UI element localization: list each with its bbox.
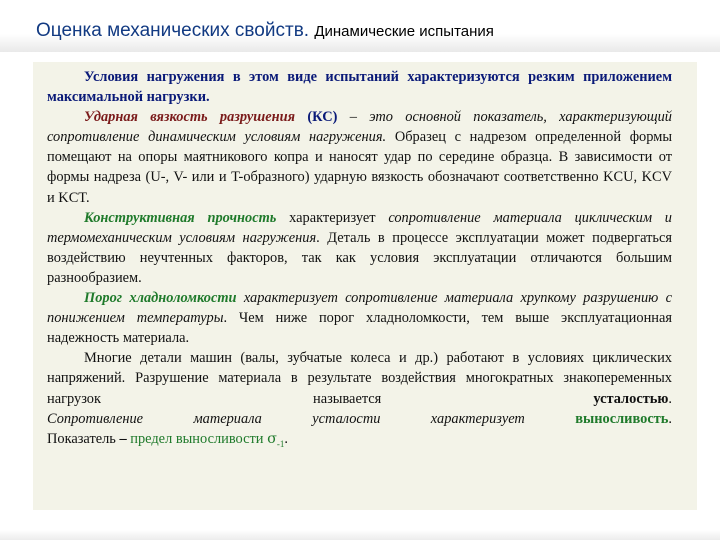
title-main: Оценка механических свойств. — [36, 20, 310, 41]
bottom-shadow — [0, 530, 720, 540]
structural-strength-verb: характеризует — [276, 209, 389, 226]
sigma-symbol: σ — [267, 430, 277, 447]
term-impact-toughness: Ударная вязкость разрушения — [84, 109, 296, 126]
paragraph-endurance — [47, 409, 672, 429]
slide-title — [36, 20, 494, 42]
fatigue-text: Многие детали машин (валы, зубчатые колеса и др.) работают в условиях циклических напряжений. Разрушение материала в результате воздействия многократных знакопеременных нагрузок называется — [47, 350, 672, 407]
indicator-dash: – — [115, 430, 131, 447]
loading-conditions-text: Условия нагружения в этом виде испытаний характеризуются резким приложением максимальной нагрузки. — [47, 69, 672, 106]
cold-brittleness-text: . Чем ниже порог хладноломкости, тем выше эксплуатационная надежность материала. — [47, 310, 672, 347]
term-cold-brittleness: Порог хладноломкости — [84, 290, 237, 307]
paragraph-structural-strength — [47, 208, 672, 288]
endurance-definition: Сопротивление материала усталости характеризует — [47, 410, 576, 427]
endurance-limit-text: предел выносливости — [130, 430, 268, 447]
structural-strength-definition: сопротивление материала циклическим и термомеханическим условиям нагружения — [47, 209, 672, 246]
title-subtitle: Динамические испытания — [314, 23, 494, 40]
paragraph-loading-conditions — [47, 67, 672, 107]
endurance-end: . — [668, 410, 672, 427]
paragraph-endurance-limit — [47, 429, 672, 454]
slide-content — [47, 67, 672, 454]
paragraph-cold-brittleness — [47, 288, 672, 348]
term-structural-strength: Конструктивная прочность — [84, 209, 277, 226]
impact-toughness-definition: – это основной показатель, характеризующий сопротивление динамическим условиям нагружения. — [47, 109, 672, 146]
term-endurance: выносливость — [575, 410, 669, 427]
sigma-subscript: -1 — [276, 438, 285, 449]
impact-toughness-text: Образец с надрезом определенной формы помещают на опоры маятникового копра и наносят удар по середине образца. В зависимости от формы надреза (U-, V- или и T-образного) ударную вязкость обозначают соответственно KCU, KCV и KCT. — [47, 129, 672, 206]
impact-toughness-abbr: (КС) — [307, 109, 338, 126]
cold-brittleness-definition: характеризует сопротивление материала хрупкому разрушению с понижением температуры — [47, 290, 672, 327]
indicator-label: Показатель — [47, 430, 116, 447]
fatigue-end: . — [668, 390, 672, 407]
paragraph-impact-toughness — [47, 107, 672, 207]
paragraph-fatigue — [47, 348, 672, 408]
term-fatigue: усталостью — [593, 390, 669, 407]
endurance-limit-end: . — [284, 430, 288, 447]
structural-strength-text: . Деталь в процессе эксплуатации может подвергаться воздействию неучтенных факторов, так как условия эксплуатации отличаются большим разнообразием. — [47, 229, 673, 286]
